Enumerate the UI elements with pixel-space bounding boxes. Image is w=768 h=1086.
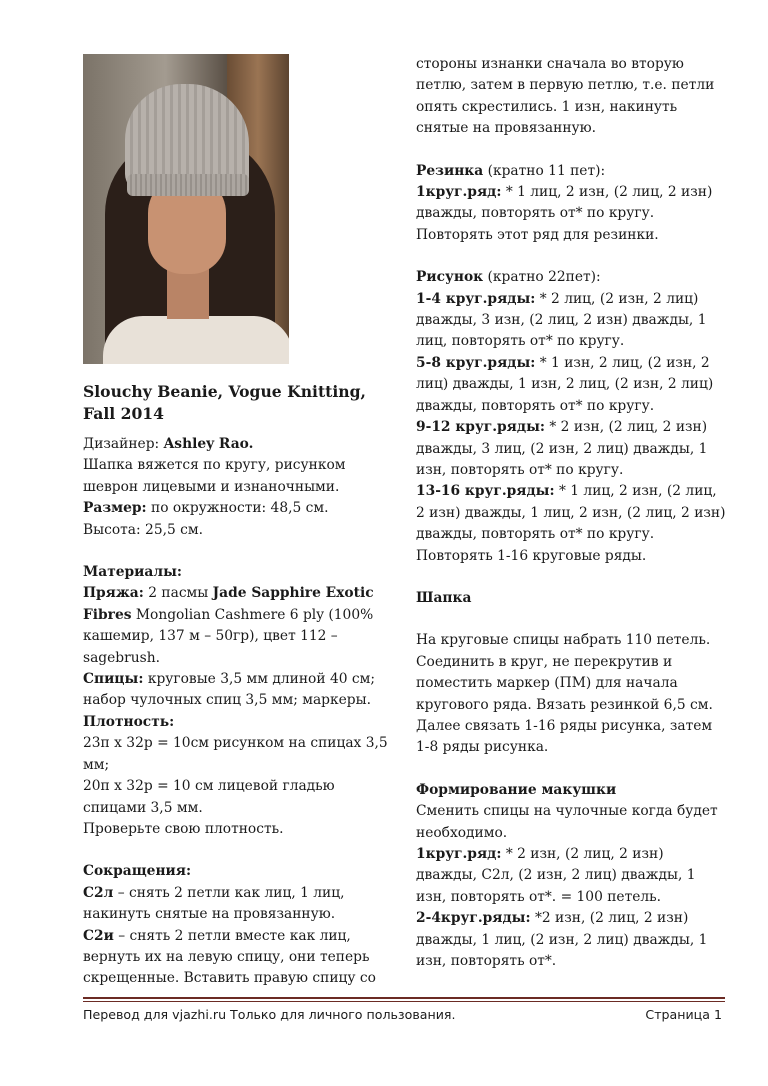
designer-line: Дизайнер: Ashley Rao. bbox=[83, 436, 254, 452]
intro-text: Шапка вяжется по кругу, рисунком шеврон лицевыми и изнаночными. bbox=[83, 457, 346, 495]
pattern-repeat: Повторять 1-16 круговые ряды. bbox=[416, 547, 647, 564]
model-photo bbox=[83, 54, 289, 364]
height-line: Высота: 25,5 см. bbox=[83, 521, 203, 538]
pattern-heading: Рисунок (кратно 22пет): bbox=[416, 269, 601, 286]
materials-heading: Материалы: bbox=[83, 564, 183, 581]
rib-heading: Резинка (кратно 11 пет): bbox=[416, 162, 606, 179]
abbr-c2l: С2л – снять 2 петли как лиц, 1 лиц, накинуть снятые на провязанную. bbox=[83, 884, 345, 923]
pattern-rows-9-12: 9-12 круг.ряды: * 2 изн, (2 лиц, 2 изн) дважды, 3 лиц, (2 изн, 2 лиц) дважды, 1 изн, повторять от* по кругу. bbox=[416, 419, 708, 478]
rib-repeat: Повторять этот ряд для резинки. bbox=[416, 226, 659, 243]
pattern-rows-5-8: 5-8 круг.ряды: * 1 изн, 2 лиц, (2 изн, 2 лиц) дважды, 1 изн, 2 лиц, (2 изн, 2 лиц) дважды, повторять от* по кругу. bbox=[416, 354, 714, 414]
crown-intro: Сменить спицы на чулочные когда будет необходимо. bbox=[416, 803, 718, 841]
crown-rows-2-4: 2-4круг.ряды: *2 изн, (2 лиц, 2 изн) дважды, 1 лиц, (2 изн, 2 лиц) дважды, 1 изн, повторять от*. bbox=[416, 910, 708, 970]
gauge-check: Проверьте свою плотность. bbox=[83, 820, 284, 837]
pattern-rows-13-16: 13-16 круг.ряды: * 1 лиц, 2 изн, (2 лиц, 2 изн) дважды, 1 лиц, 2 изн, (2 лиц, 2 изн) дважды, повторять от* по кругу. bbox=[416, 483, 726, 543]
footer-rule bbox=[83, 997, 725, 999]
hat-text: На круговые спицы набрать 110 петель. Соединить в круг, не перекрутив и поместить маркер (ПМ) для начала кругового ряда. Вязать резинкой 6,5 см. Далее связать 1-16 ряды рисунка, затем 1-8 ряды рисунка. bbox=[416, 632, 713, 756]
gauge-line-1: 23п х 32р = 10см рисунком на спицах 3,5 мм; bbox=[83, 735, 388, 773]
size-line: Размер: по окружности: 48,5 см. bbox=[83, 500, 329, 517]
needles-line: Спицы: круговые 3,5 мм длиной 40 см; набор чулочных спиц 3,5 мм; маркеры. bbox=[83, 671, 375, 709]
rib-row: 1круг.ряд: * 1 лиц, 2 изн, (2 лиц, 2 изн) дважды, повторять от* по кругу. bbox=[416, 184, 713, 222]
abbr-c2i-continued: стороны изнанки сначала во вторую петлю, затем в первую петлю, т.е. петли опять скрестились. 1 изн, накинуть снятые на провязанную. bbox=[416, 56, 715, 137]
left-column bbox=[83, 54, 393, 990]
pattern-rows-1-4: 1-4 круг.ряды: * 2 лиц, (2 изн, 2 лиц) дважды, 3 изн, (2 лиц, 2 изн) дважды, 1 лиц, повторять от* по кругу. bbox=[416, 290, 707, 350]
abbreviations-heading: Сокращения: bbox=[83, 863, 192, 880]
right-column bbox=[416, 54, 728, 972]
gauge-heading: Плотность: bbox=[83, 713, 175, 730]
crown-row-1: 1круг.ряд: * 2 изн, (2 лиц, 2 изн) дважды, С2л, (2 изн, 2 лиц) дважды, 1 изн, повторять от*. = 100 петель. bbox=[416, 846, 696, 905]
pattern-title: Slouchy Beanie, Vogue Knitting, Fall 2014 bbox=[83, 382, 366, 423]
gauge-line-2: 20п х 32р = 10 см лицевой гладью спицами 3,5 мм. bbox=[83, 778, 335, 816]
crown-heading: Формирование макушки bbox=[416, 781, 617, 798]
abbr-c2i: С2и – снять 2 петли вместе как лиц, вернуть их на левую спицу, они теперь скрещенные. Вставить правую спицу со bbox=[83, 927, 376, 987]
hat-heading: Шапка bbox=[416, 589, 472, 606]
footer-rule-thin bbox=[83, 1001, 725, 1002]
yarn-line: Пряжа: 2 пасмы Jade Sapphire Exotic Fibres Mongolian Cashmere 6 ply (100% кашемир, 137 м – 50гр), цвет 112 – sagebrush. bbox=[83, 585, 374, 666]
page-number: Страница 1 bbox=[645, 1007, 722, 1022]
footer-note: Перевод для vjazhi.ru Только для личного пользования. bbox=[83, 1007, 456, 1022]
